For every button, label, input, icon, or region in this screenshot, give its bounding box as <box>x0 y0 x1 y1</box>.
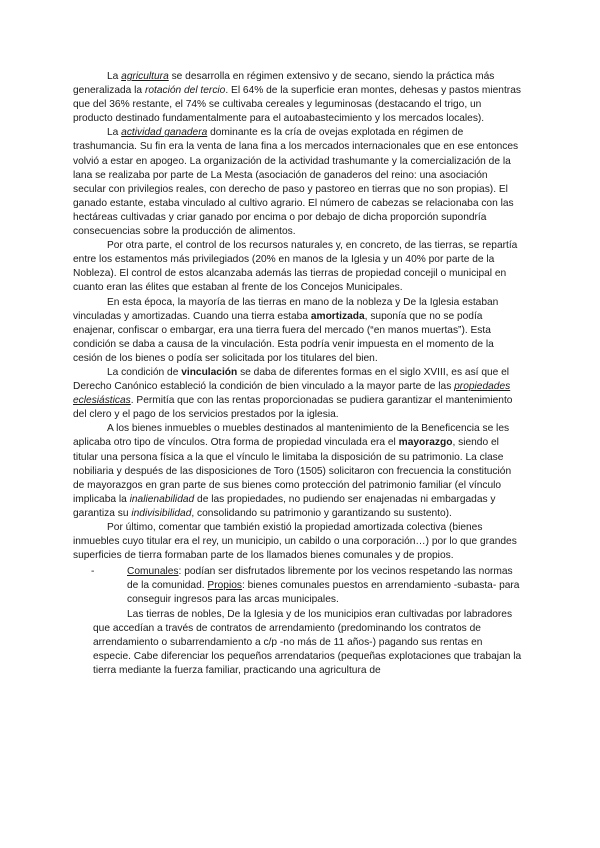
term-rotacion-del-tercio: rotación del tercio <box>144 85 226 97</box>
term-propiedades-eclesiasticas: propiedades eclesiásticas <box>73 381 511 407</box>
paragraph-amortization: En esta época, la mayoría de las tierras en mano de la nobleza y De la Iglesia estaban vinculadas y amortizadas. Cuando una tierra estaba amortizada, suponía que no se podía enajenar, confiscar o embargar, era una tierra fuera del mercado (“en manos muertas”). Esta condición se daba a causa de la vinculación. Esta podría venir impuesta en el momento de la cesión de los bienes o podía ser solicitada por los titulares del bien. <box>73 296 499 364</box>
list-item-body: Comunales: podían ser disfrutados libremente por los vecinos respetando las normas de la comunidad. Propios: bienes comunales puestos en arrendamiento -subasta- para conseguir ingresos para las arcas municipales. <box>127 566 520 606</box>
paragraph-land-control: Por otra parte, el control de los recursos naturales y, en concreto, de las tierras, se repartía entre los estamentos más privilegiados (20% en manos de la Iglesia y un 40% por parte de la Nobleza). El control de estos alcanzaba además las tierras de propiedad concejil o municipal en cuanto eran las élites que estaban al frente de los Concejos Municipales. <box>73 240 518 294</box>
term-mayorazgo: mayorazgo <box>398 437 453 449</box>
term-comunales: Comunales <box>127 566 179 578</box>
paragraph-livestock: La actividad ganadera dominante es la cría de ovejas explotada en régimen de trashumancia. Su fin era la venta de lana fina a los mercados internacionales que en ese entonces volvió a estar en apogeo. La organización de la actividad trashumante y la comercialización de la lana se realizaba por parte de La Mesta (asociación de ganaderos del reino: una asociación secular con privilegios reales, con derecho de paso y pastoreo en tierras que no son propias). El ganado estante, estaba vinculado al cultivo agrario. El número de cabezas se relacionaba con las hectáreas cultivadas y criar ganado por encima o por debajo de dicha proporción supondría consecuencias sobre la producción de alimentos. <box>73 127 519 238</box>
term-inalienabilidad: inalienabilidad <box>129 493 195 505</box>
term-actividad-ganadera: actividad ganadera <box>121 127 208 139</box>
term-agricultura: agricultura <box>121 71 169 82</box>
term-vinculacion: vinculación <box>181 366 238 378</box>
paragraph-agriculture: La agricultura se desarrolla en régimen extensivo y de secano, siendo la práctica más generalizada la rotación del tercio. El 64% de la superficie eran montes, dehesas y pastos mientras que del 36% restante, el 74% se cultivaba cereales y leguminosas (destacando el trigo, un producto destinado fundamentalmente para el autoabastecimiento y los mercados locales). <box>73 71 521 125</box>
term-amortizada: amortizada <box>310 310 365 322</box>
list-item-comunales-propios <box>73 565 522 607</box>
paragraph-vinculation: La condición de vinculación se daba de diferentes formas en el siglo XVIII, es así que el Derecho Canónico estableció la condición de bien vinculado a la mayor parte de las propiedades eclesiásticas. Permitía que con las rentas proporcionadas se pudiera garantizar el mantenimiento del clero y el pago de los servicios prestados por la iglesia. <box>73 366 513 421</box>
term-indivisibilidad: indivisibilidad <box>131 507 192 519</box>
paragraph-collective-property: Por último, comentar que también existió la propiedad amortizada colectiva (bienes inmuebles cuyo titular era el rey, un municipio, un cabildo o una corporación…) por lo que grandes superficies de tierra formaban parte de los llamados bienes comunales y de propios. <box>73 522 517 562</box>
term-propios: Propios <box>207 580 242 592</box>
list-bullet: - <box>91 566 95 578</box>
paragraph-mayorazgo: A los bienes inmuebles o muebles destinados al mantenimiento de la Beneficencia se les aplicaba otro tipo de vínculos. Otra forma de propiedad vinculada era el mayorazgo, siendo el titular una persona física a la que el vínculo le limitaba la disposición de su patrimonio. La clase nobiliaria y después de las disposiciones de Toro (1505) solicitaron con frecuencia la constitución de mayorazgos en gran parte de sus bienes como protección del patrimonio familiar (el vínculo implicaba la inalienabilidad de las propiedades, no pudiendo ser enajenadas ni embargadas y garantiza su indivisibilidad, consolidando su patrimonio y garantizando su sustento). <box>73 423 512 519</box>
paragraph-leases: Las tierras de nobles, De la Iglesia y de los municipios eran cultivadas por labradores que accedían a través de contratos de arrendamiento (predominando los contratos de arrendamiento o subarrendamiento a c/p -no más de 11 años-) pagando sus rentas en especie. Cabe diferenciar los pequeños arrendatarios (pequeñas explotaciones que trabajan la tierra mediante la fuerza familiar, practicando una agricultura de <box>93 608 522 676</box>
